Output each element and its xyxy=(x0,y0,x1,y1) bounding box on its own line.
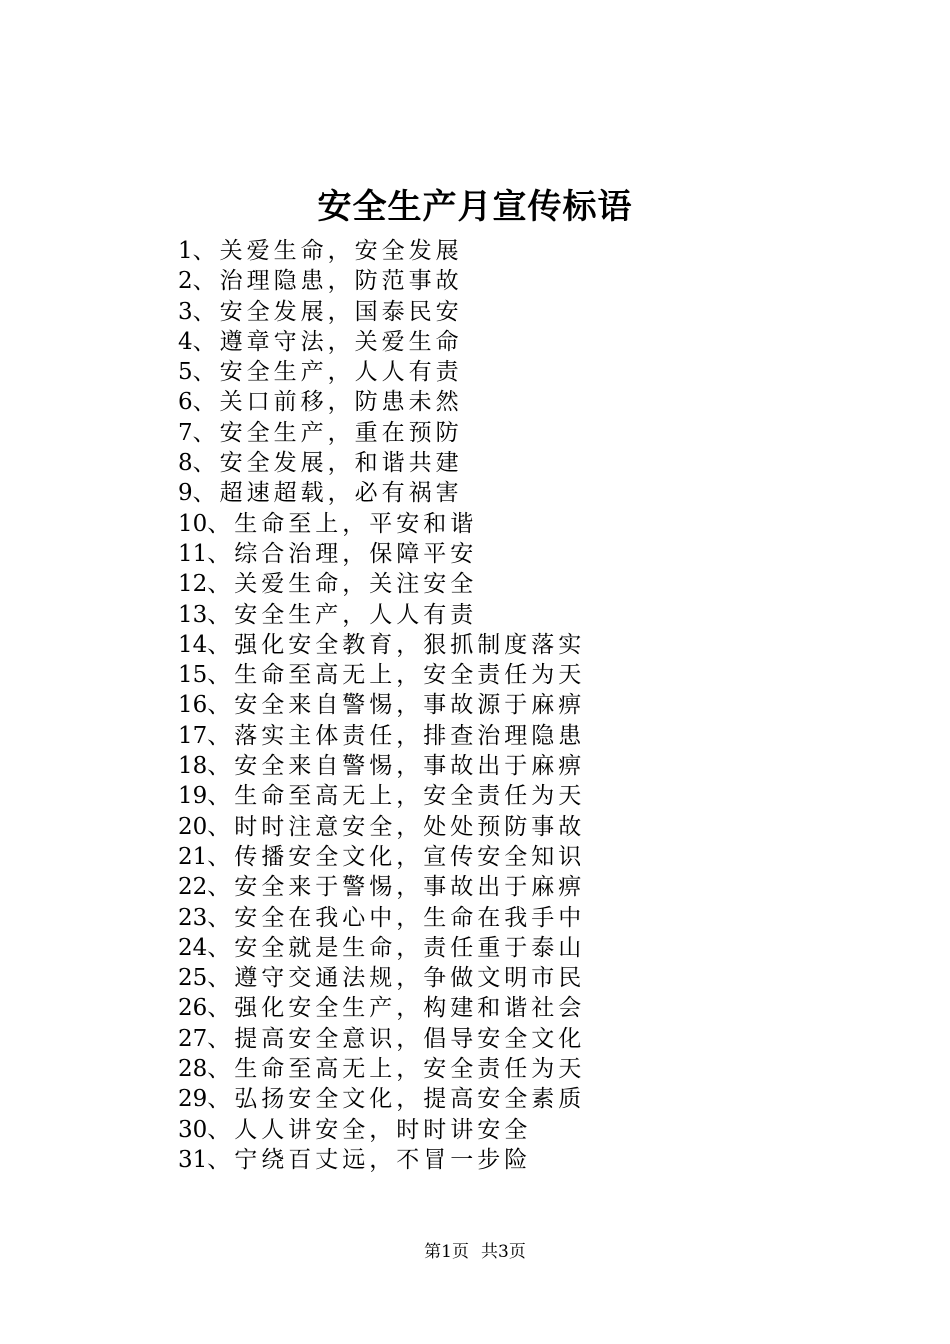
total-pages: 共3页 xyxy=(481,1242,526,1262)
slogan-list xyxy=(178,236,585,1175)
list-item-separator: 、 xyxy=(207,1056,235,1083)
list-item xyxy=(178,297,585,327)
list-item-separator: 、 xyxy=(192,480,220,507)
list-item-number: 17 xyxy=(178,722,208,749)
list-item-text: 安全发展，国泰民安 xyxy=(219,298,463,325)
list-item-number: 6 xyxy=(178,389,193,416)
list-item-separator: 、 xyxy=(192,419,220,446)
list-item xyxy=(178,357,585,387)
list-item-text: 安全生产，人人有责 xyxy=(234,601,478,628)
list-item-text: 生命至上，平安和谐 xyxy=(234,510,478,537)
list-item-text: 时时注意安全，处处预防事故 xyxy=(234,813,586,840)
list-item-separator: 、 xyxy=(207,783,235,810)
list-item-text: 安全在我心中，生命在我手中 xyxy=(234,904,586,931)
page-footer xyxy=(0,1240,950,1264)
page-title: 安全生产月宣传标语 xyxy=(317,187,633,227)
list-item-separator: 、 xyxy=(207,934,235,961)
list-item-separator: 、 xyxy=(207,571,235,598)
list-item-separator: 、 xyxy=(207,601,235,628)
list-item-number: 19 xyxy=(178,783,208,810)
list-item-text: 安全来自警惕，事故出于麻痹 xyxy=(234,753,586,780)
list-item-separator: 、 xyxy=(207,631,235,658)
list-item xyxy=(178,266,585,296)
list-item xyxy=(178,721,585,751)
list-item-number: 16 xyxy=(178,692,208,719)
list-item xyxy=(178,872,585,902)
list-item-number: 10 xyxy=(178,510,208,537)
list-item-text: 关爱生命，安全发展 xyxy=(219,238,463,264)
list-item-text: 提高安全意识，倡导安全文化 xyxy=(234,1025,586,1052)
list-item-text: 人人讲安全，时时讲安全 xyxy=(234,1116,532,1143)
list-item-number: 1 xyxy=(178,238,193,264)
list-item xyxy=(178,963,585,993)
list-item-separator: 、 xyxy=(207,753,235,780)
list-item xyxy=(178,539,585,569)
list-item-text: 安全来于警惕，事故出于麻痹 xyxy=(234,874,586,901)
list-item-separator: 、 xyxy=(192,450,220,477)
list-item-text: 宁绕百丈远，不冒一步险 xyxy=(234,1146,532,1173)
list-item-text: 综合治理，保障平安 xyxy=(234,540,478,567)
list-item xyxy=(178,630,585,660)
list-item xyxy=(178,509,585,539)
list-item-number: 5 xyxy=(178,359,193,386)
list-item xyxy=(178,781,585,811)
list-item-text: 安全来自警惕，事故源于麻痹 xyxy=(234,692,586,719)
list-item-separator: 、 xyxy=(207,843,235,870)
list-item-separator: 、 xyxy=(207,540,235,567)
list-item xyxy=(178,993,585,1023)
list-item-separator: 、 xyxy=(207,1116,235,1143)
list-item-number: 29 xyxy=(178,1086,208,1113)
list-item-text: 安全就是生命，责任重于泰山 xyxy=(234,934,586,961)
list-item-text: 安全生产，重在预防 xyxy=(219,419,463,446)
list-item-text: 生命至高无上，安全责任为天 xyxy=(234,1056,586,1083)
list-item-text: 关口前移，防患未然 xyxy=(219,389,463,416)
list-item xyxy=(178,418,585,448)
list-item-separator: 、 xyxy=(207,995,235,1022)
list-item-separator: 、 xyxy=(192,328,220,355)
list-item xyxy=(178,236,585,266)
list-item-number: 30 xyxy=(178,1116,208,1143)
list-item xyxy=(178,751,585,781)
list-item xyxy=(178,1115,585,1145)
list-item-separator: 、 xyxy=(207,965,235,992)
list-item-number: 27 xyxy=(178,1025,208,1052)
list-item xyxy=(178,690,585,720)
list-item xyxy=(178,1024,585,1054)
list-item-text: 治理隐患，防范事故 xyxy=(219,268,463,295)
list-item-separator: 、 xyxy=(207,692,235,719)
list-item-number: 12 xyxy=(178,571,208,598)
list-item-number: 21 xyxy=(178,843,208,870)
list-item xyxy=(178,903,585,933)
list-item-text: 遵章守法，关爱生命 xyxy=(219,328,463,355)
list-item-number: 20 xyxy=(178,813,208,840)
list-item xyxy=(178,387,585,417)
list-item-text: 落实主体责任，排查治理隐患 xyxy=(234,722,586,749)
list-item-number: 28 xyxy=(178,1056,208,1083)
list-item xyxy=(178,842,585,872)
list-item-text: 遵守交通法规，争做文明市民 xyxy=(234,965,586,992)
list-item-separator: 、 xyxy=(192,298,220,325)
list-item xyxy=(178,812,585,842)
list-item xyxy=(178,1054,585,1084)
list-item-text: 强化安全生产，构建和谐社会 xyxy=(234,995,586,1022)
list-item-number: 22 xyxy=(178,874,208,901)
list-item-number: 3 xyxy=(178,298,193,325)
list-item xyxy=(178,478,585,508)
list-item xyxy=(178,569,585,599)
list-item-text: 关爱生命，关注安全 xyxy=(234,571,478,598)
list-item-separator: 、 xyxy=(192,268,220,295)
list-item-separator: 、 xyxy=(207,722,235,749)
list-item-text: 传播安全文化，宣传安全知识 xyxy=(234,843,586,870)
page-number: 第1页 xyxy=(424,1242,469,1262)
list-item-text: 生命至高无上，安全责任为天 xyxy=(234,783,586,810)
list-item-number: 7 xyxy=(178,419,193,446)
list-item-number: 14 xyxy=(178,631,208,658)
list-item-number: 26 xyxy=(178,995,208,1022)
list-item-separator: 、 xyxy=(207,510,235,537)
list-item-separator: 、 xyxy=(207,813,235,840)
list-item-separator: 、 xyxy=(207,904,235,931)
list-item xyxy=(178,327,585,357)
list-item-number: 13 xyxy=(178,601,208,628)
list-item-text: 强化安全教育，狠抓制度落实 xyxy=(234,631,586,658)
list-item-text: 安全生产，人人有责 xyxy=(219,359,463,386)
list-item-separator: 、 xyxy=(207,874,235,901)
list-item-number: 11 xyxy=(178,540,208,567)
list-item-separator: 、 xyxy=(207,1025,235,1052)
list-item-number: 31 xyxy=(178,1146,208,1173)
list-item-separator: 、 xyxy=(192,389,220,416)
list-item-number: 18 xyxy=(178,753,208,780)
list-item-number: 15 xyxy=(178,662,208,689)
list-item-separator: 、 xyxy=(192,359,220,386)
list-item xyxy=(178,933,585,963)
list-item-number: 8 xyxy=(178,450,193,477)
list-item-separator: 、 xyxy=(207,1146,235,1173)
list-item xyxy=(178,1084,585,1114)
list-item xyxy=(178,600,585,630)
list-item-number: 2 xyxy=(178,268,193,295)
list-item xyxy=(178,1145,585,1175)
list-item-number: 24 xyxy=(178,934,208,961)
list-item-text: 安全发展，和谐共建 xyxy=(219,450,463,477)
list-item-number: 9 xyxy=(178,480,193,507)
list-item-number: 23 xyxy=(178,904,208,931)
list-item-text: 弘扬安全文化，提高安全素质 xyxy=(234,1086,586,1113)
list-item-text: 生命至高无上，安全责任为天 xyxy=(234,662,586,689)
list-item-text: 超速超载，必有祸害 xyxy=(219,480,463,507)
list-item xyxy=(178,660,585,690)
list-item-separator: 、 xyxy=(192,238,220,264)
list-item-separator: 、 xyxy=(207,1086,235,1113)
list-item xyxy=(178,448,585,478)
list-item-number: 4 xyxy=(178,328,193,355)
list-item-separator: 、 xyxy=(207,662,235,689)
list-item-number: 25 xyxy=(178,965,208,992)
